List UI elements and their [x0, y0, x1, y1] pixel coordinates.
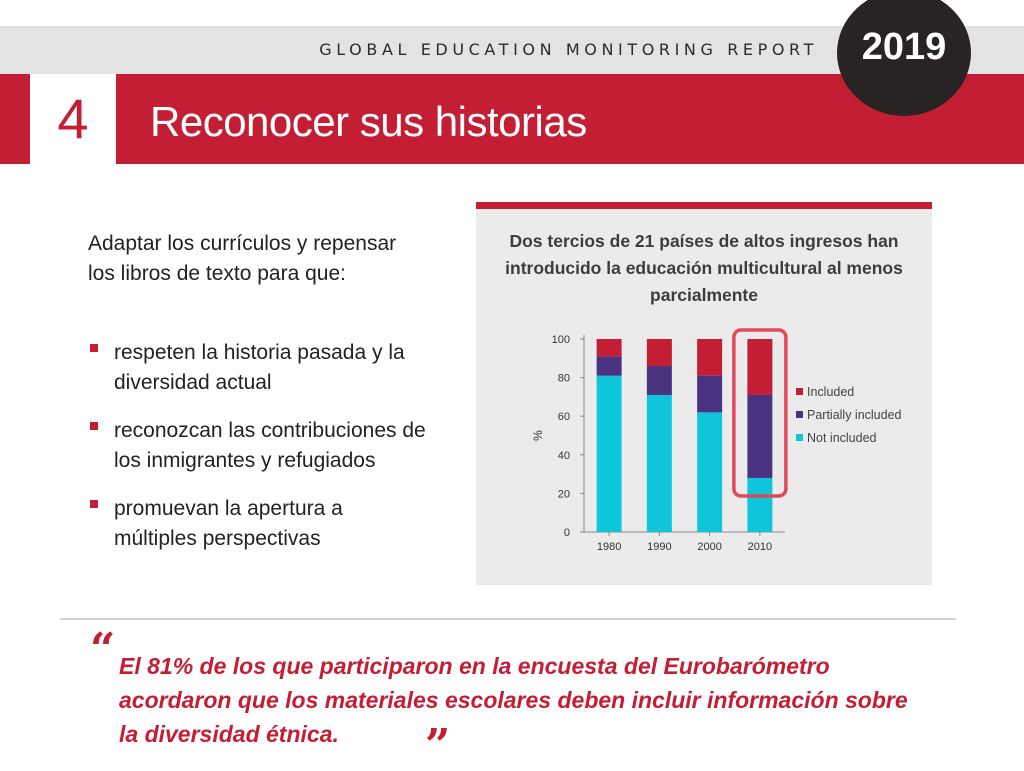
x-tick-label: 2010 [747, 541, 773, 553]
bullet-text: promuevan la apertura a múltiples perspectivas [114, 497, 343, 550]
bullet-item [88, 494, 428, 554]
bar-segment-included [597, 339, 622, 356]
legend-swatch [796, 434, 803, 441]
divider-line [60, 618, 956, 620]
bar-segment-partially-included [647, 366, 672, 395]
bar-segment-not-included [697, 412, 722, 532]
legend-label: Not included [807, 431, 877, 445]
y-tick-label: 80 [557, 372, 570, 385]
bar-segment-partially-included [747, 395, 772, 478]
stacked-bar-chart [476, 202, 932, 585]
bar-segment-included [647, 339, 672, 366]
chapter-number: 4 [57, 87, 89, 150]
chart-title: Dos tercios de 21 países de altos ingresos han introducido la educación multicultural al menos parcialmente [505, 231, 903, 305]
legend-label: Partially included [807, 408, 902, 422]
bullet-item [88, 416, 428, 476]
bar-segment-included [697, 339, 722, 376]
y-axis-label: % [531, 430, 545, 441]
x-tick-label: 2000 [697, 541, 722, 553]
x-tick-label: 1980 [596, 541, 622, 553]
legend-swatch [796, 388, 803, 395]
bullet-square-icon [90, 422, 98, 430]
chart-panel [476, 202, 932, 585]
open-quote-mark: “ [90, 624, 116, 675]
y-tick-label: 100 [551, 334, 570, 346]
bullet-item [88, 338, 428, 398]
y-tick-label: 40 [557, 449, 570, 462]
bar-segment-not-included [597, 376, 622, 532]
bullet-square-icon [90, 500, 98, 508]
x-tick-label: 1990 [647, 541, 672, 553]
year-label: 2019 [861, 26, 947, 68]
chapter-title: Reconocer sus historias [150, 98, 587, 145]
quote-text: El 81% de los que participaron en la encuesta del Eurobarómetro acordaron que los materiales escolares deben incluir información sobre la diversidad étnica. [119, 653, 908, 747]
bar-segment-partially-included [697, 376, 722, 413]
report-title: GLOBAL EDUCATION MONITORING REPORT [319, 40, 818, 59]
legend-swatch [796, 411, 803, 418]
legend-label: Included [807, 385, 855, 399]
intro-text: Adaptar los currículos y repensar los libros de texto para que: [88, 232, 397, 285]
close-quote-mark: ” [425, 720, 451, 771]
y-tick-label: 0 [563, 527, 570, 539]
y-tick-label: 60 [557, 411, 570, 424]
y-tick-label: 20 [557, 488, 570, 501]
bar-segment-not-included [647, 395, 672, 532]
bar-segment-not-included [747, 478, 772, 532]
bullet-list [88, 338, 428, 572]
bullet-text: respeten la historia pasada y la diversidad actual [114, 341, 405, 394]
bar-segment-partially-included [597, 356, 622, 375]
bar-segment-included [747, 339, 772, 395]
bullet-square-icon [90, 344, 98, 352]
bullet-text: reconozcan las contribuciones de los inmigrantes y refugiados [114, 419, 426, 472]
